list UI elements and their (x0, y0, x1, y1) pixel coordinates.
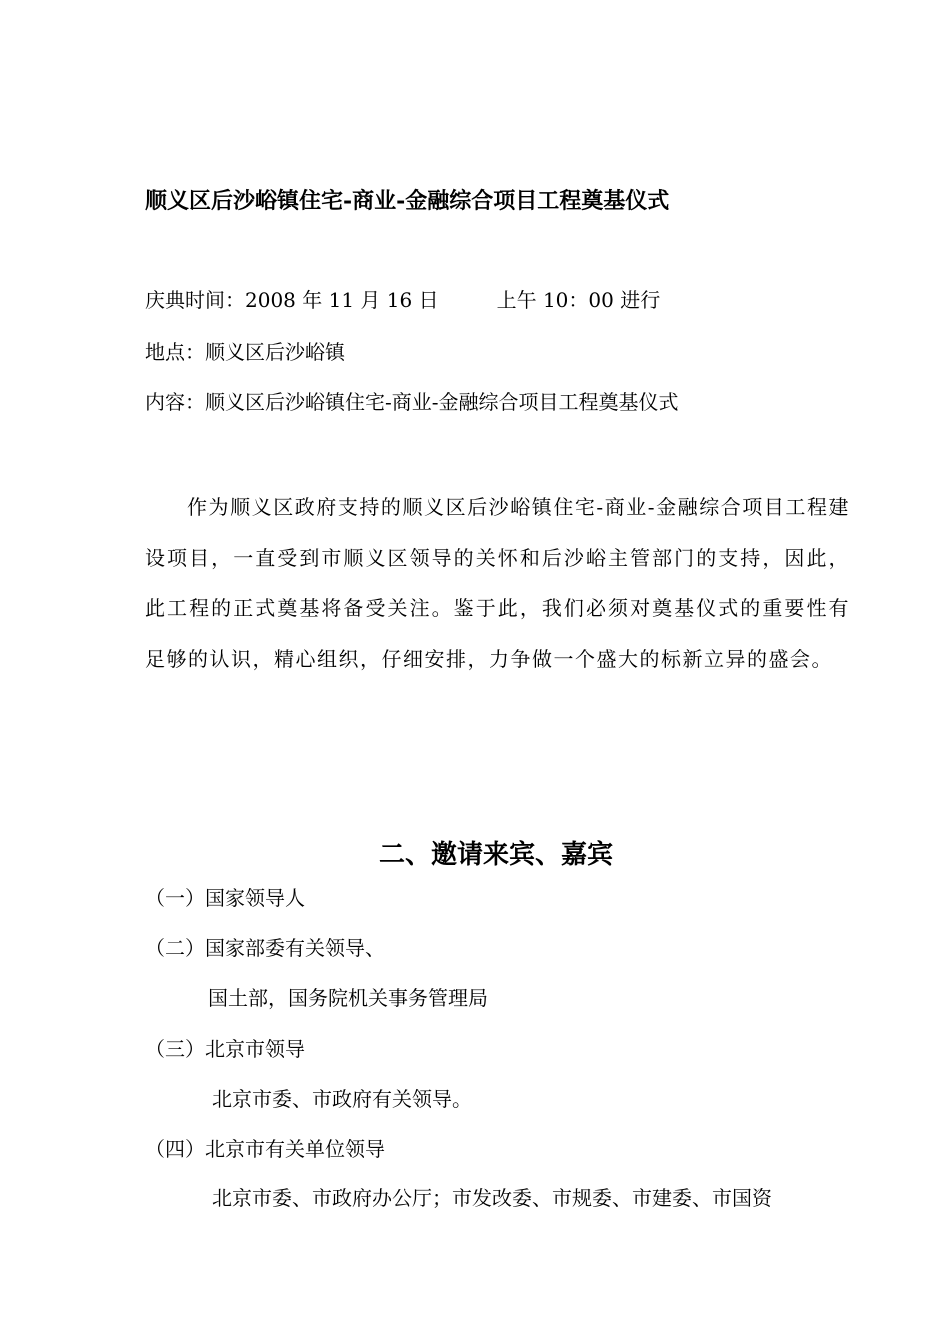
ceremony-time (145, 286, 660, 314)
ceremony-place: 地点：顺义区后沙峪镇 (145, 340, 345, 364)
guest-item-1: （一）国家领导人 (145, 886, 305, 910)
ceremony-date: 庆典时间：2008 年 11 月 16 日 (145, 288, 439, 312)
intro-paragraph: 作为顺义区政府支持的顺义区后沙峪镇住宅-商业-金融综合项目工程建设项目，一直受到市顺义区领导的关怀和后沙峪主管部门的支持，因此，此工程的正式奠基将备受关注。鉴于此，我们必须对奠基仪式的重要性有足够的认识，精心组织，仔细安排，力争做一个盛大的标新立异的盛会。 (145, 495, 850, 671)
ceremony-hour: 上午 10：00 进行 (496, 288, 661, 312)
guest-item-3: （三）北京市领导 (145, 1037, 305, 1061)
document-title: 顺义区后沙峪镇住宅-商业-金融综合项目工程奠基仪式 (145, 188, 670, 214)
guest-item-4-detail: 北京市委、市政府办公厅；市发改委、市规委、市建委、市国资 (212, 1186, 772, 1210)
section-heading: 二、邀请来宾、嘉宾 (378, 840, 613, 870)
guest-item-2: （二）国家部委有关领导、 (145, 936, 385, 960)
guest-item-2-detail: 国土部，国务院机关事务管理局 (208, 986, 488, 1010)
guest-item-3-detail: 北京市委、市政府有关领导。 (212, 1087, 472, 1111)
ceremony-content: 内容：顺义区后沙峪镇住宅-商业-金融综合项目工程奠基仪式 (145, 390, 679, 414)
guest-item-4: （四）北京市有关单位领导 (145, 1137, 385, 1161)
